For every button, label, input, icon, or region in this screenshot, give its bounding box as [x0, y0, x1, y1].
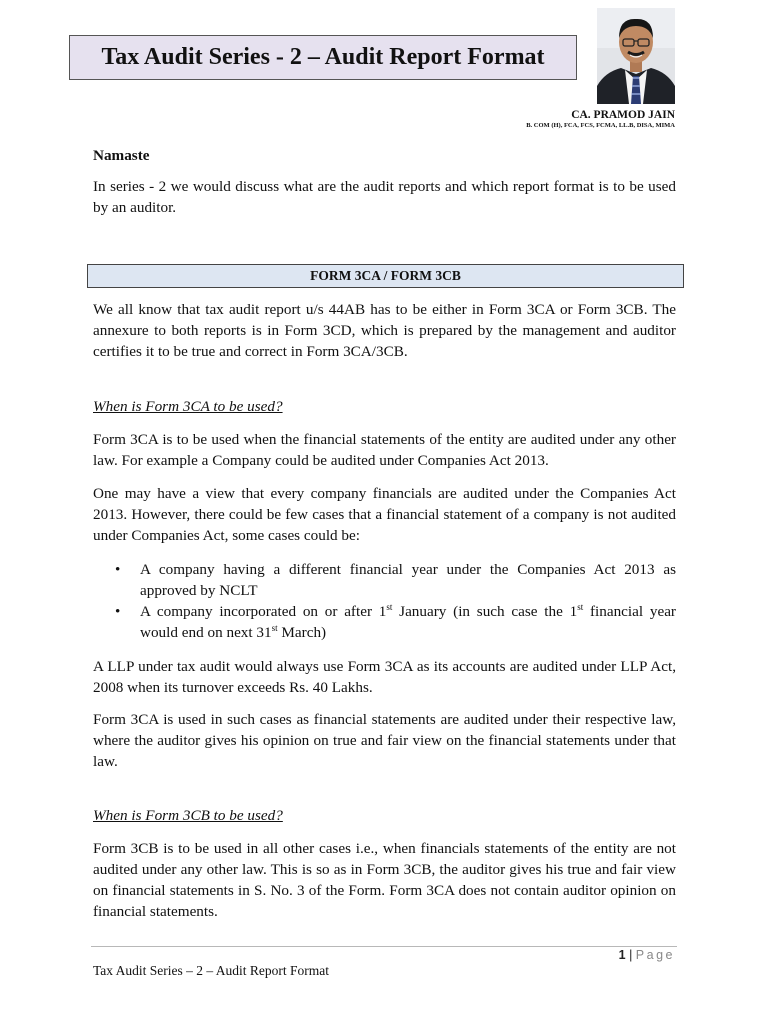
- bullet-icon: •: [115, 603, 121, 620]
- author-qualifications: B. COM (H), FCA, FCS, FCMA, LL.B, DISA, MIMA: [526, 122, 675, 129]
- paragraph-llp: A LLP under tax audit would always use Form 3CA as its accounts are audited under LLP Act, 2008 when its turnover exceeds Rs. 40 Lakhs.: [93, 658, 676, 696]
- list-item-text: A company having a different financial year under the Companies Act 2013 as approved by NCLT: [140, 561, 676, 599]
- subheading-form-3ca: When is Form 3CA to be used?: [93, 398, 283, 415]
- greeting: Namaste: [93, 147, 150, 164]
- list-item: [93, 601, 676, 643]
- paragraph-company-cases: One may have a view that every company financials are audited under the Companies Act 2013. However, there could be few cases that a financial statement of a company is not audited under Companies Act, some cases could be:: [93, 485, 676, 544]
- list-item: [93, 559, 676, 601]
- section-heading: FORM 3CA / FORM 3CB: [310, 268, 461, 283]
- bullet-icon: •: [115, 561, 121, 578]
- list-item-text: A company incorporated on or after 1st January (in such case the 1st financial year would end on next 31st March): [140, 601, 676, 641]
- paragraph-form-3ca-opinion: Form 3CA is used in such cases as financial statements are audited under their respective law, where the auditor gives his opinion on true and fair view on the financial statements under that law.: [93, 711, 676, 770]
- section-heading-box: [87, 264, 684, 288]
- paragraph-form-3cb-usage: Form 3CB is to be used in all other cases i.e., when financials statements of the entity are not audited under any other law. This is so as in Form 3CB, the auditor gives his true and fair view on financial statements in S. No. 3 of the Form. Form 3CA does not contain auditor opinion on financial statements.: [93, 840, 676, 920]
- cases-list: [93, 559, 676, 643]
- title-box: [69, 35, 577, 80]
- author-block: [526, 109, 675, 129]
- footer-divider: [91, 946, 677, 947]
- page-number: 1 | Page: [618, 948, 675, 962]
- subheading-form-3cb: When is Form 3CB to be used?: [93, 807, 283, 824]
- intro-paragraph: In series - 2 we would discuss what are the audit reports and which report format is to be used by an auditor.: [93, 178, 676, 216]
- document-title: Tax Audit Series - 2 – Audit Report Format: [101, 44, 545, 70]
- paragraph-form-3ca-usage: Form 3CA is to be used when the financial statements of the entity are audited under any other law. For example a Company could be audited under Companies Act 2013.: [93, 431, 676, 469]
- author-name: CA. PRAMOD JAIN: [571, 109, 675, 121]
- paragraph-form-overview: We all know that tax audit report u/s 44AB has to be either in Form 3CA or Form 3CB. The annexure to both reports is in Form 3CD, which is prepared by the management and auditor certifies it to be true and correct in Form 3CA/3CB.: [93, 301, 676, 360]
- footer-text: Tax Audit Series – 2 – Audit Report Format: [93, 963, 330, 978]
- author-photo: [597, 8, 675, 104]
